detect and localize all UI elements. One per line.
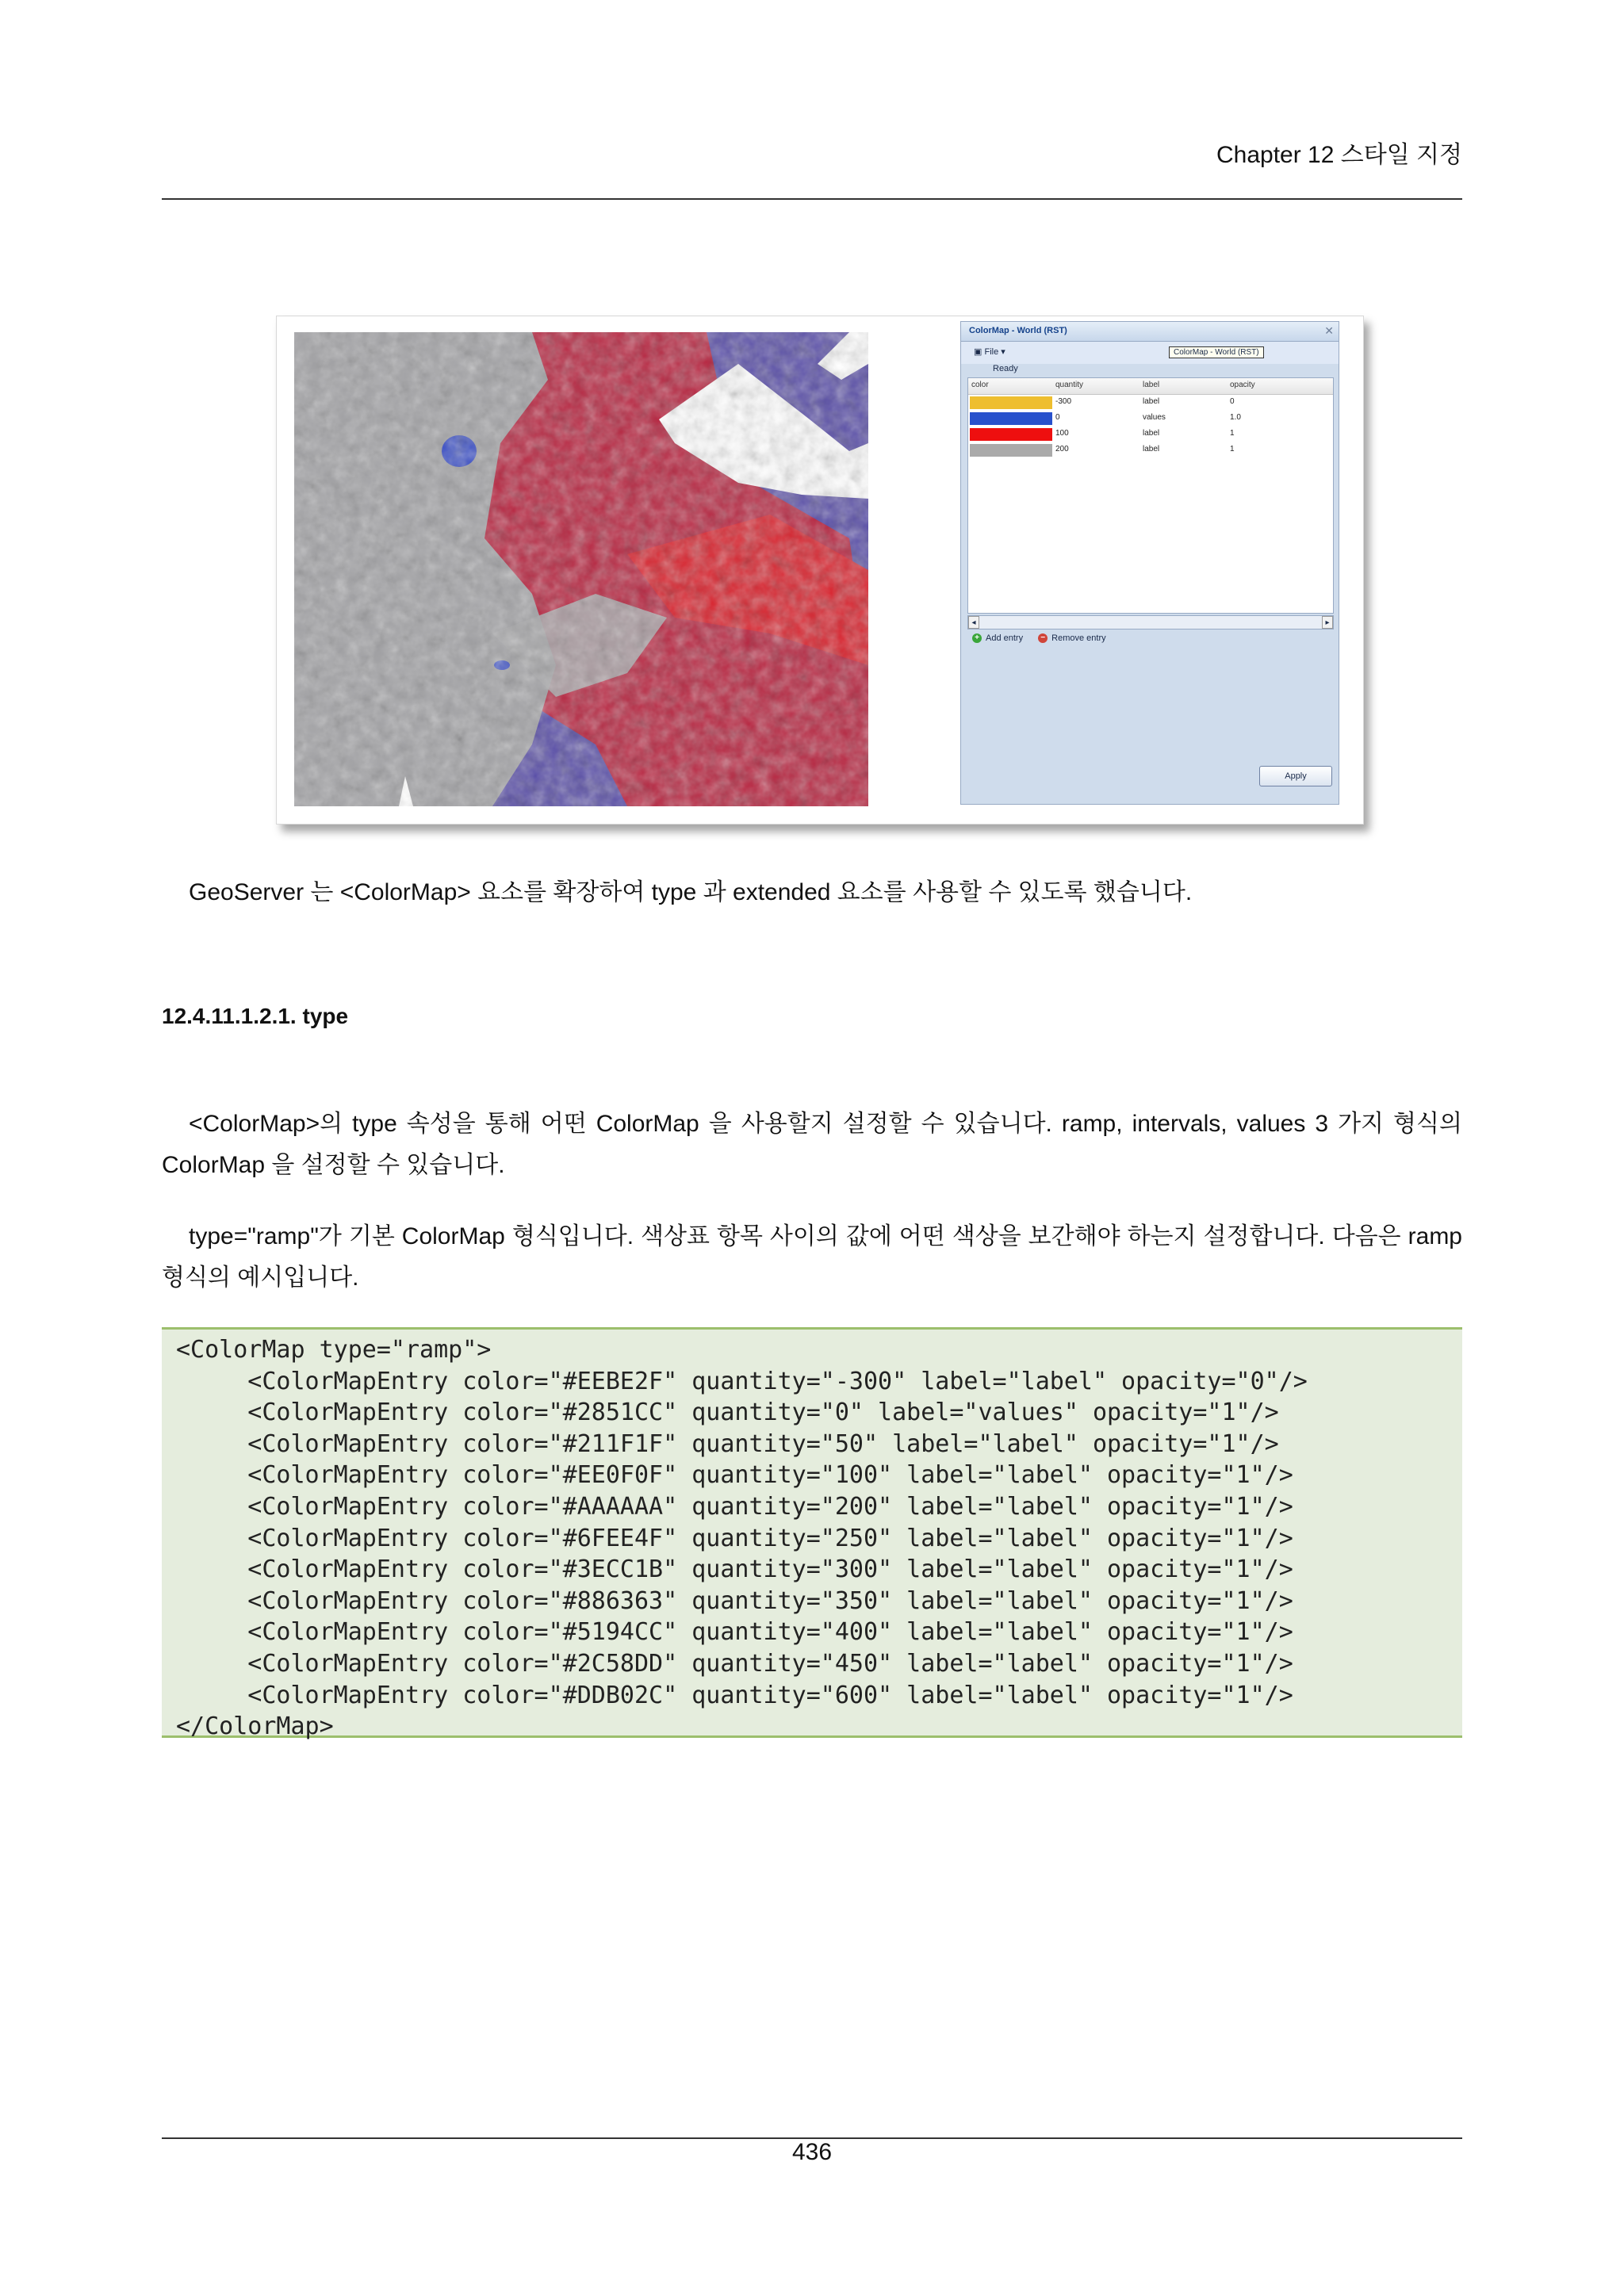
section-heading: 12.4.11.1.2.1. type (162, 1004, 349, 1028)
raster-map-image (294, 332, 868, 806)
colormap-screenshot-figure (276, 316, 1364, 825)
add-icon: + (972, 633, 982, 643)
add-entry-label: Add entry (986, 633, 1024, 643)
cell-quantity[interactable]: 0 (1055, 413, 1060, 422)
color-swatch[interactable] (970, 396, 1052, 409)
column-header-opacity[interactable]: opacity (1230, 381, 1255, 389)
add-entry-button[interactable] (972, 633, 1023, 643)
grid-actions (972, 633, 1119, 643)
code-block (162, 1327, 1462, 1741)
cell-opacity[interactable]: 1 (1230, 445, 1235, 453)
cell-label[interactable]: label (1143, 429, 1160, 438)
table-row[interactable] (968, 395, 1333, 411)
page-number: 436 (791, 2139, 833, 2165)
cell-label[interactable]: label (1143, 445, 1160, 453)
colormap-grid (967, 377, 1334, 614)
cell-label[interactable]: label (1143, 397, 1160, 406)
ramp-paragraph: type="ramp"가 기본 ColorMap 형식입니다. 색상표 항목 사이의 값에 어떤 색상을 보간해야 하는지 설정합니다. 다음은 ramp 형식의 예시입니다. (162, 1223, 1462, 1291)
cell-opacity[interactable]: 0 (1230, 397, 1235, 406)
grid-horizontal-scrollbar[interactable] (967, 615, 1334, 629)
cell-opacity[interactable]: 1.0 (1230, 413, 1241, 422)
column-header-label[interactable]: label (1143, 381, 1160, 389)
cell-quantity[interactable]: 200 (1055, 445, 1069, 453)
color-swatch[interactable] (970, 412, 1052, 425)
grid-header (968, 378, 1333, 395)
status-text: Ready (993, 364, 1018, 373)
column-header-color[interactable]: color (971, 381, 989, 389)
scroll-right-icon[interactable]: ▸ (1322, 616, 1333, 629)
close-icon[interactable]: ✕ (1324, 324, 1334, 337)
panel-title: ColorMap - World (RST) (969, 326, 1067, 335)
file-menu-button[interactable] (974, 346, 1005, 357)
table-row[interactable] (968, 442, 1333, 458)
tooltip: ColorMap - World (RST) (1169, 346, 1264, 358)
save-icon: ▣ (974, 347, 982, 357)
cell-opacity[interactable]: 1 (1230, 429, 1235, 438)
table-row[interactable] (968, 427, 1333, 442)
color-swatch[interactable] (970, 428, 1052, 441)
panel-titlebar (961, 322, 1339, 342)
remove-entry-label: Remove entry (1051, 633, 1106, 643)
scroll-left-icon[interactable]: ◂ (968, 616, 979, 629)
code-listing: <ColorMap type="ramp"> <ColorMapEntry color="#EEBE2F" quantity="-300" label="label" opacity="0"/> <ColorMapEntry color="#2851CC" quantity="0" label="values" opacity="1"/> <ColorMapEntry color="#211F1F" quantity="50" label="label" opacity="1"/> <ColorMapEntry color="#EE0F0F" quantity="100" label="label" opacity="1"/> <ColorMapEntry color="#AAAAAA" quantity="200" label="label" opacity="1"/> <ColorMapEntry color="#6FEE4F" quantity="250" label="label" opacity="1"/> <ColorMapEntry color="#3ECC1B" quantity="300" label="label" opacity="1"/> <ColorMapEntry color="#886363" quantity="350" label="label" opacity="1"/> <ColorMapEntry color="#5194CC" quantity="400" label="label" opacity="1"/> <ColorMapEntry color="#2C58DD" quantity="450" label="label" opacity="1"/> <ColorMapEntry color="#DDB02C" quantity="600" label="label" opacity="1"/> </ColorMap> (176, 1336, 1308, 1741)
chapter-header: Chapter 12 스타일 지정 (1216, 142, 1462, 168)
cell-quantity[interactable]: -300 (1055, 397, 1072, 406)
file-menu-label: File ▾ (984, 347, 1005, 357)
colormap-panel (960, 321, 1339, 805)
remove-icon: − (1038, 633, 1048, 643)
column-header-quantity[interactable]: quantity (1055, 381, 1084, 389)
intro-paragraph: GeoServer 는 <ColorMap> 요소를 확장하여 type 과 extended 요소를 사용할 수 있도록 했습니다. (189, 879, 1193, 905)
header-divider (162, 198, 1462, 200)
remove-entry-button[interactable] (1038, 633, 1105, 643)
type-paragraph: <ColorMap>의 type 속성을 통해 어떤 ColorMap 을 사용할지 설정할 수 있습니다. ramp, intervals, values 3 가지 형식의 ColorMap 을 설정할 수 있습니다. (162, 1111, 1462, 1178)
cell-label[interactable]: values (1143, 413, 1166, 422)
apply-button[interactable]: Apply (1259, 766, 1332, 786)
panel-toolbar (961, 342, 1339, 364)
table-row[interactable] (968, 411, 1333, 427)
cell-quantity[interactable]: 100 (1055, 429, 1069, 438)
color-swatch[interactable] (970, 444, 1052, 457)
